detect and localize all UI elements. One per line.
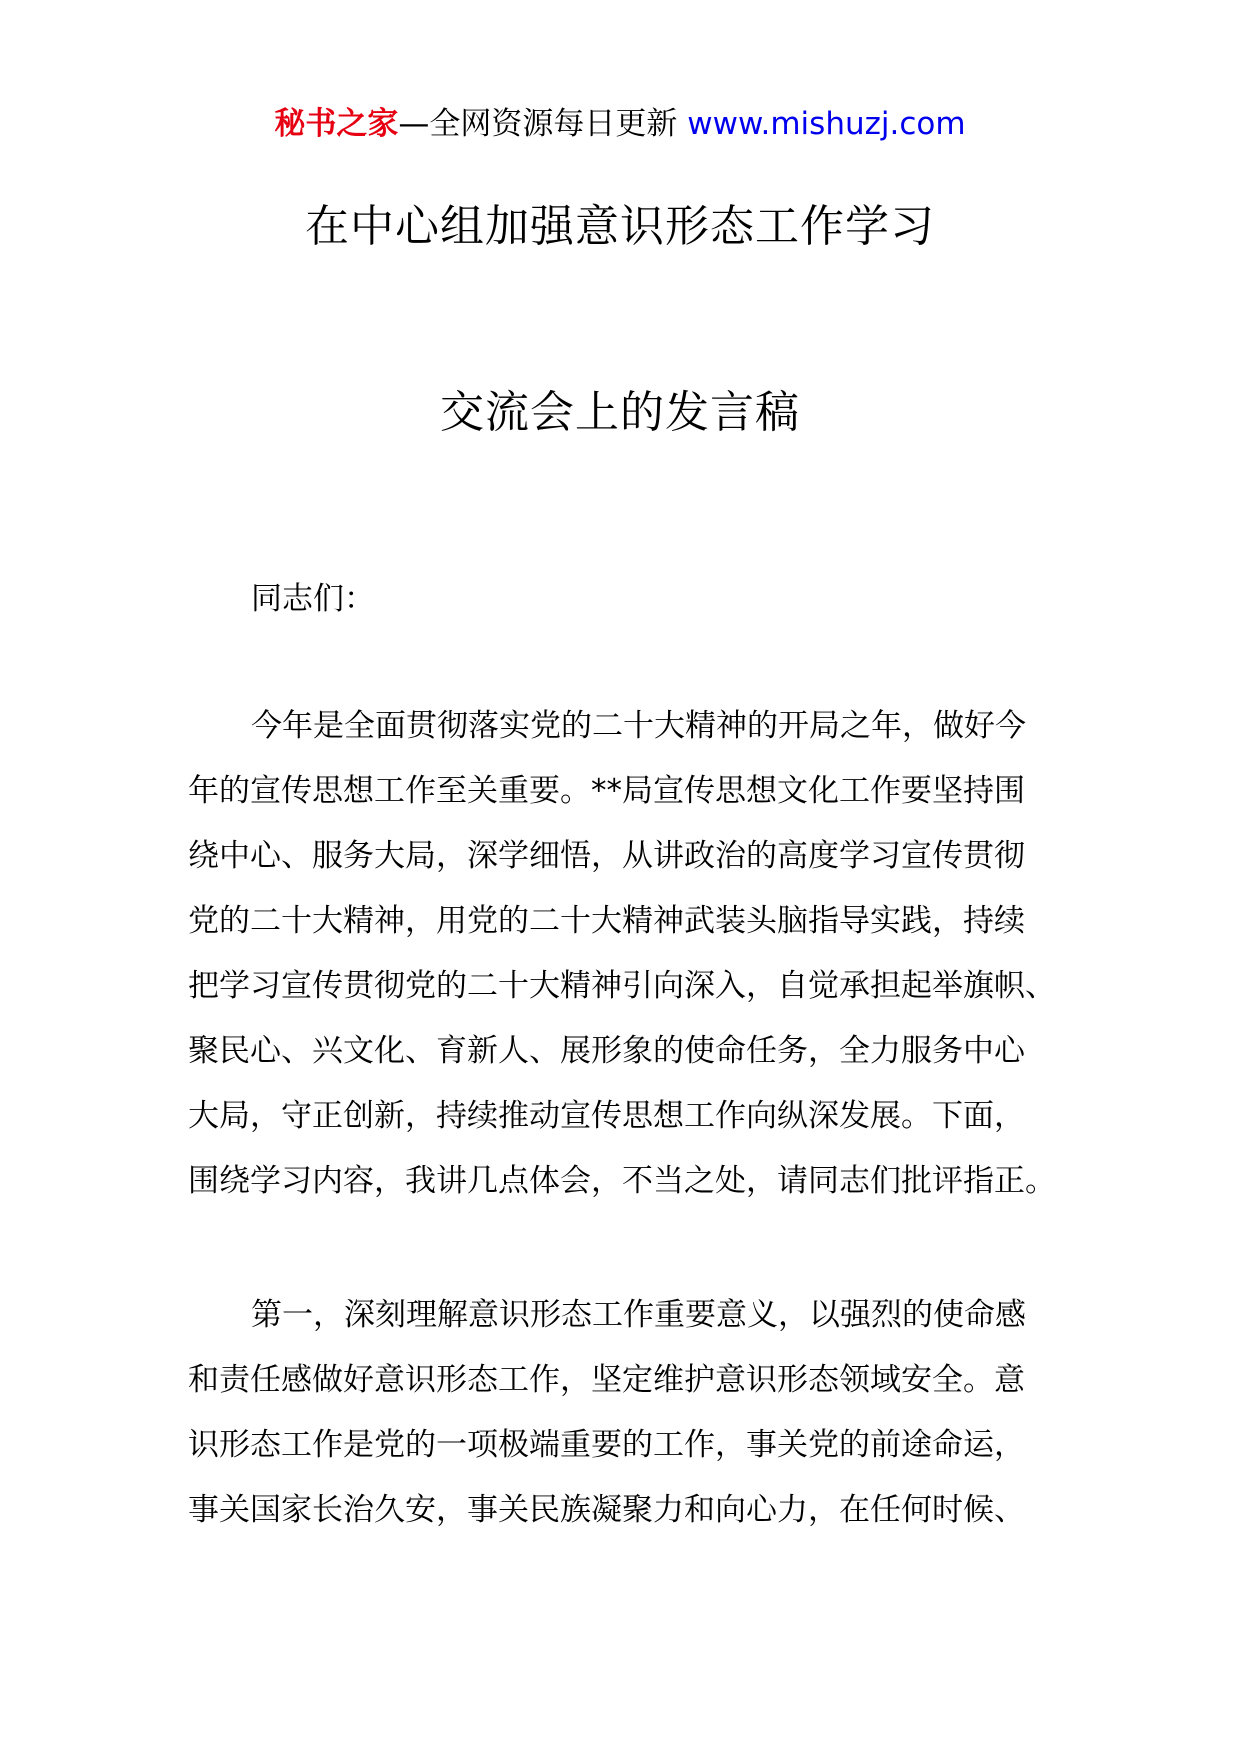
- paragraph-line: 和责任感做好意识形态工作，坚定维护意识形态领域安全。意: [188, 1362, 1025, 1398]
- paragraph-line: 事关国家长治久安，事关民族凝聚力和向心力，在任何时候、: [188, 1492, 1025, 1528]
- brand-name: 秘书之家: [274, 106, 399, 142]
- paragraph-line: 年的宣传思想工作至关重要。**局宣传思想文化工作要坚持围: [188, 773, 1025, 809]
- paragraph-line: 绕中心、服务大局，深学细悟，从讲政治的高度学习宣传贯彻: [188, 838, 1025, 874]
- salutation: 同志们：: [251, 581, 375, 617]
- document-title-line-1: 在中心组加强意识形态工作学习: [305, 201, 935, 252]
- site-url[interactable]: www.mishuzj.com: [687, 106, 966, 142]
- paragraph-line: 围绕学习内容，我讲几点体会，不当之处，请同志们批评指正。: [188, 1163, 1056, 1199]
- paragraph-line: 把学习宣传贯彻党的二十大精神引向深入，自觉承担起举旗帜、: [188, 968, 1056, 1004]
- paragraph-line: 大局，守正创新，持续推动宣传思想工作向纵深发展。下面，: [188, 1098, 1025, 1134]
- paragraph-line: 聚民心、兴文化、育新人、展形象的使命任务，全力服务中心: [188, 1033, 1025, 1069]
- paragraph-line: 今年是全面贯彻落实党的二十大精神的开局之年，做好今: [251, 708, 1026, 744]
- paragraph-1: [188, 694, 1068, 1214]
- site-header: [0, 102, 1240, 146]
- paragraph-line: 党的二十大精神，用党的二十大精神武装头脑指导实践，持续: [188, 903, 1025, 939]
- paragraph-line: 识形态工作是党的一项极端重要的工作，事关党的前途命运，: [188, 1427, 1025, 1463]
- paragraph-2: [188, 1283, 1068, 1543]
- paragraph-line: 第一，深刻理解意识形态工作重要意义，以强烈的使命感: [251, 1297, 1026, 1333]
- header-tagline: —全网资源每日更新: [398, 106, 688, 142]
- document-title-line-2: 交流会上的发言稿: [440, 387, 800, 438]
